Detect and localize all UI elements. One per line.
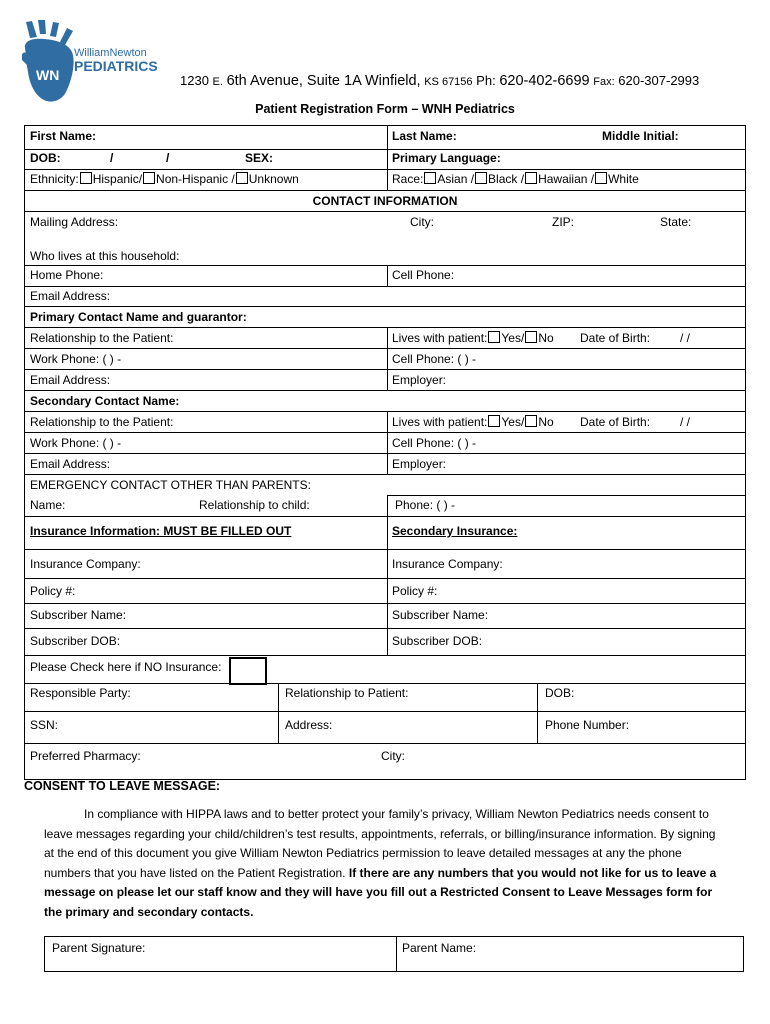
- yes-checkbox[interactable]: [488, 331, 500, 343]
- secondary-email-label: Email Address:: [30, 457, 111, 471]
- state-label: State:: [660, 215, 692, 229]
- secondary-employer-label: Employer:: [392, 457, 447, 471]
- row-divider: [24, 286, 746, 287]
- yes-checkbox[interactable]: [488, 415, 500, 427]
- pharmacy-city-label: City:: [381, 749, 405, 763]
- email-address-label: Email Address:: [30, 289, 111, 303]
- unknown-label: Unknown: [248, 172, 299, 186]
- row-divider: [24, 549, 746, 550]
- signature-box: [44, 936, 744, 972]
- subscriber-dob-label: Subscriber DOB:: [30, 634, 121, 648]
- secondary-relationship-label: Relationship to the Patient:: [30, 415, 174, 429]
- no-insurance-checkbox[interactable]: [229, 657, 267, 685]
- unknown-checkbox[interactable]: [236, 172, 248, 184]
- address-direction: E.: [212, 76, 223, 88]
- non-hispanic-label: Non-Hispanic /: [156, 172, 235, 186]
- row-divider: [24, 655, 746, 656]
- consent-paragraph: [44, 805, 728, 923]
- secondary-lives-with-row: [392, 415, 554, 429]
- column-divider: [387, 495, 388, 655]
- first-name-label: First Name:: [30, 129, 97, 143]
- secondary-dob-slashes: / /: [680, 415, 691, 429]
- who-lives-label: Who lives at this household:: [30, 249, 180, 263]
- no-checkbox[interactable]: [525, 415, 537, 427]
- row-divider: [24, 149, 746, 150]
- primary-lives-with-row: [392, 331, 554, 345]
- lives-with-label: Lives with patient:: [392, 331, 488, 345]
- secondary-policy-label: Policy #:: [392, 584, 438, 598]
- relationship-to-patient-label: Relationship to Patient:: [285, 686, 409, 700]
- consent-bold: If there are any numbers that you would not like for us to leave a message on please let our staff know and they will have you fill out a Restricted Consent to Leave Messages form for the primary and secondary contacts.: [44, 865, 717, 919]
- address-street: 6th Avenue, Suite 1A Winfield,: [226, 73, 421, 89]
- row-divider: [24, 516, 746, 517]
- column-divider: [278, 683, 279, 743]
- yes-label: Yes/: [501, 331, 525, 345]
- consent-heading: CONSENT TO LEAVE MESSAGE:: [24, 779, 221, 793]
- consent-body: In compliance with HIPPA laws and to better protect your family’s privacy, William Newton Pediatrics needs consent to leave messages regarding your child/children’s test results, appointments, referrals, or billing/insurance information. By signing at the end of this document you give William Newton Pediatrics permission to leave detailed messages at any the phone numbers that you have listed on the Patient Registration.: [44, 807, 716, 880]
- column-divider: [387, 327, 388, 390]
- address-label: Address:: [285, 718, 333, 732]
- primary-dob-label: Date of Birth:: [580, 331, 651, 345]
- dob-label: DOB:: [30, 151, 61, 165]
- phone-label: Ph:: [476, 73, 496, 88]
- row-divider: [24, 265, 746, 266]
- primary-employer-label: Employer:: [392, 373, 447, 387]
- black-checkbox[interactable]: [475, 172, 487, 184]
- address-line: [180, 73, 699, 89]
- city-label: City:: [410, 215, 434, 229]
- column-divider: [387, 411, 388, 474]
- parent-name-label: Parent Name:: [402, 941, 477, 955]
- no-checkbox[interactable]: [525, 331, 537, 343]
- no-label: No: [538, 415, 554, 429]
- row-divider: [24, 211, 746, 212]
- row-divider: [24, 578, 746, 579]
- row-divider: [24, 411, 746, 412]
- form-title: Patient Registration Form – WNH Pediatrics: [255, 102, 515, 116]
- primary-work-phone-label: Work Phone: ( ) -: [30, 352, 122, 366]
- sex-label: SEX:: [245, 151, 274, 165]
- asian-label: Asian /: [437, 172, 475, 186]
- secondary-contact-heading: Secondary Contact Name:: [30, 394, 180, 408]
- secondary-dob-label: Date of Birth:: [580, 415, 651, 429]
- row-divider: [387, 495, 746, 496]
- primary-contact-heading: Primary Contact Name and guarantor:: [30, 310, 247, 324]
- address-state: KS 67156: [424, 76, 473, 88]
- ethnicity-row: [30, 172, 299, 186]
- emergency-relationship-label: Relationship to child:: [199, 498, 310, 512]
- row-divider: [24, 683, 746, 684]
- row-divider: [24, 743, 746, 744]
- lives-with-label: Lives with patient:: [392, 415, 488, 429]
- row-divider: [24, 306, 746, 307]
- signature-divider: [396, 936, 397, 972]
- primary-email-label: Email Address:: [30, 373, 111, 387]
- no-insurance-label: Please Check here if NO Insurance:: [30, 660, 222, 674]
- hispanic-label: Hispanic/: [92, 172, 143, 186]
- row-divider: [24, 169, 746, 170]
- contact-information-heading: CONTACT INFORMATION: [312, 194, 458, 208]
- insurance-info-heading: Insurance Information: MUST BE FILLED OUT: [30, 524, 292, 538]
- row-divider: [24, 190, 746, 191]
- phone-number-label: Phone Number:: [545, 718, 630, 732]
- logo-initials: WN: [36, 67, 60, 83]
- hispanic-checkbox[interactable]: [80, 172, 92, 184]
- asian-checkbox[interactable]: [424, 172, 436, 184]
- emergency-name-label: Name:: [30, 498, 66, 512]
- white-checkbox[interactable]: [595, 172, 607, 184]
- secondary-subscriber-dob-label: Subscriber DOB:: [392, 634, 483, 648]
- fax-number: 620-307-2993: [618, 73, 700, 88]
- ssn-label: SSN:: [30, 718, 59, 732]
- dob-slash: /: [166, 151, 170, 165]
- primary-language-label: Primary Language:: [392, 151, 501, 165]
- white-label: White: [608, 172, 639, 186]
- no-label: No: [538, 331, 554, 345]
- column-divider: [387, 265, 388, 287]
- address-number: 1230: [180, 73, 209, 88]
- black-label: Black /: [488, 172, 525, 186]
- row-divider: [24, 453, 746, 454]
- row-divider: [24, 390, 746, 391]
- row-divider: [24, 628, 746, 629]
- subscriber-name-label: Subscriber Name:: [30, 608, 127, 622]
- logo-name: WilliamNewton: [74, 47, 147, 59]
- phone-number: 620-402-6699: [499, 73, 590, 89]
- non-hispanic-checkbox[interactable]: [143, 172, 155, 184]
- secondary-cell-phone-label: Cell Phone: ( ) -: [392, 436, 477, 450]
- primary-cell-phone-label: Cell Phone: ( ) -: [392, 352, 477, 366]
- middle-initial-label: Middle Initial:: [602, 129, 679, 143]
- row-divider: [24, 711, 746, 712]
- row-divider: [24, 327, 746, 328]
- row-divider: [24, 474, 746, 475]
- race-label: Race:: [392, 172, 424, 186]
- column-divider: [387, 125, 388, 191]
- ethnicity-label: Ethnicity:: [30, 172, 79, 186]
- emergency-contact-heading: EMERGENCY CONTACT OTHER THAN PARENTS:: [30, 478, 311, 492]
- responsible-dob-label: DOB:: [545, 686, 575, 700]
- logo-pediatrics: PEDIATRICS: [74, 58, 158, 74]
- fax-label: Fax:: [593, 76, 615, 88]
- secondary-insurance-heading: Secondary Insurance:: [392, 524, 518, 538]
- row-divider: [24, 603, 746, 604]
- hawaiian-label: Hawaiian /: [538, 172, 595, 186]
- responsible-party-label: Responsible Party:: [30, 686, 131, 700]
- secondary-work-phone-label: Work Phone: ( ) -: [30, 436, 122, 450]
- primary-relationship-label: Relationship to the Patient:: [30, 331, 174, 345]
- race-row: [392, 172, 639, 186]
- row-divider: [24, 432, 746, 433]
- primary-dob-slashes: / /: [680, 331, 691, 345]
- row-divider: [24, 348, 746, 349]
- cell-phone-label: Cell Phone:: [392, 268, 455, 282]
- column-divider: [537, 683, 538, 743]
- secondary-subscriber-name-label: Subscriber Name:: [392, 608, 489, 622]
- hawaiian-checkbox[interactable]: [525, 172, 537, 184]
- policy-label: Policy #:: [30, 584, 76, 598]
- secondary-insurance-company-label: Insurance Company:: [392, 557, 503, 571]
- insurance-company-label: Insurance Company:: [30, 557, 141, 571]
- practice-logo: [22, 20, 172, 110]
- preferred-pharmacy-label: Preferred Pharmacy:: [30, 749, 141, 763]
- last-name-label: Last Name:: [392, 129, 457, 143]
- dob-slash: /: [110, 151, 114, 165]
- mailing-address-label: Mailing Address:: [30, 215, 119, 229]
- yes-label: Yes/: [501, 415, 525, 429]
- row-divider: [24, 369, 746, 370]
- home-phone-label: Home Phone:: [30, 268, 104, 282]
- zip-label: ZIP:: [552, 215, 575, 229]
- parent-signature-label: Parent Signature:: [52, 941, 146, 955]
- emergency-phone-label: Phone: ( ) -: [395, 498, 456, 512]
